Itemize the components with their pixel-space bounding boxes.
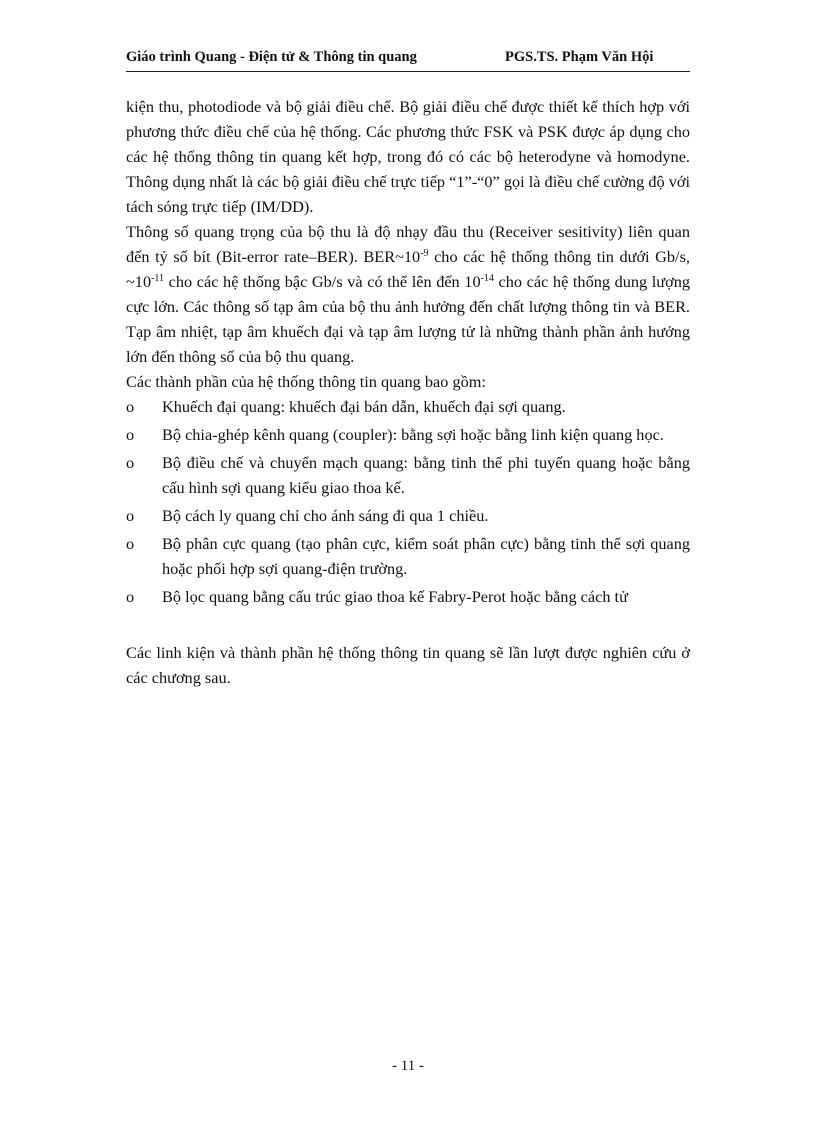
list-item-text: Bộ phân cực quang (tạo phân cực, kiểm soát phân cực) bằng tinh thể sợi quang hoặc phối hợp sợi quang-điện trường. bbox=[162, 534, 690, 578]
paragraph-receiver-sensitivity bbox=[126, 219, 690, 369]
paragraph-receiver-demodulator: kiện thu, photodiode và bộ giải điều chế. Bộ giải điều chế được thiết kế thích hợp với phương thức điều chế của hệ thống. Các phương thức FSK và PSK được áp dụng cho các hệ thống thông tin quang kết hợp, trong đó có các bộ heterodyne và homodyne. Thông dụng nhất là các bộ giải điều chế trực tiếp “1”-“0” gọi là điều chế cường độ với tách sóng trực tiếp (IM/DD). bbox=[126, 97, 690, 216]
exponent-minus-9: -9 bbox=[420, 248, 429, 259]
bullet-icon: o bbox=[126, 453, 135, 472]
list-item-text: Bộ lọc quang bằng cấu trúc giao thoa kế Fabry-Perot hoặc bằng cách tử bbox=[162, 587, 628, 606]
bullet-icon: o bbox=[126, 534, 135, 553]
header-book-title: Giáo trình Quang - Điện tử & Thông tin quang bbox=[126, 49, 417, 65]
bullet-icon: o bbox=[126, 397, 135, 416]
spacer bbox=[126, 612, 690, 640]
header-author: PGS.TS. Phạm Văn Hội bbox=[505, 49, 654, 65]
p2-text-2: cho các hệ thống thông tin dưới Gb/s, ~10 bbox=[126, 247, 690, 291]
bullet-icon: o bbox=[126, 587, 135, 606]
list-item bbox=[126, 394, 690, 419]
p2-text-4: cho các hệ thống dung lượng cực lớn. Các thông số tạp âm của bộ thu ảnh hưởng đến chất lượng thông tin và BER. Tạp âm nhiệt, tạp âm khuếch đại và tạp âm lượng tử là những thành phần ảnh hưởng lớn đến thông số của bộ thu quang. bbox=[126, 272, 690, 366]
list-item-text: Bộ điều chế và chuyển mạch quang: bằng tinh thể phi tuyến quang hoặc bằng cấu hình sợi quang kiểu giao thoa kế. bbox=[162, 453, 690, 497]
list-item-text: Bộ chia-ghép kênh quang (coupler): bằng sợi hoặc bằng linh kiện quang học. bbox=[162, 425, 664, 444]
list-item bbox=[126, 450, 690, 500]
bullet-icon: o bbox=[126, 506, 135, 525]
p2-text-1: Thông số quang trọng của bộ thu là độ nhạy đầu thu (Receiver sesitivity) liên quan đến tỷ số bít (Bit-error rate–BER). BER~10 bbox=[126, 222, 690, 266]
page-header bbox=[126, 45, 690, 72]
exponent-minus-14: -14 bbox=[480, 273, 494, 284]
list-item bbox=[126, 531, 690, 581]
paragraph-closing: Các linh kiện và thành phần hệ thống thông tin quang sẽ lần lượt được nghiên cứu ở các chương sau. bbox=[126, 643, 690, 687]
bullet-icon: o bbox=[126, 425, 135, 444]
list-item-text: Bộ cách ly quang chỉ cho ánh sáng đi qua 1 chiều. bbox=[162, 506, 489, 525]
list-item bbox=[126, 584, 690, 609]
page-number: - 11 - bbox=[392, 1058, 424, 1074]
exponent-minus-11: -11 bbox=[151, 273, 165, 284]
p2-text-3: cho các hệ thống bậc Gb/s và có thể lên đến 10 bbox=[164, 272, 481, 291]
list-item-text: Khuếch đại quang: khuếch đại bán dẫn, khuếch đại sợi quang. bbox=[162, 397, 566, 416]
list-item bbox=[126, 503, 690, 528]
list-item bbox=[126, 422, 690, 447]
page-body bbox=[126, 94, 690, 690]
paragraph-components-intro: Các thành phần của hệ thống thông tin quang bao gồm: bbox=[126, 372, 486, 391]
components-list bbox=[126, 394, 690, 609]
